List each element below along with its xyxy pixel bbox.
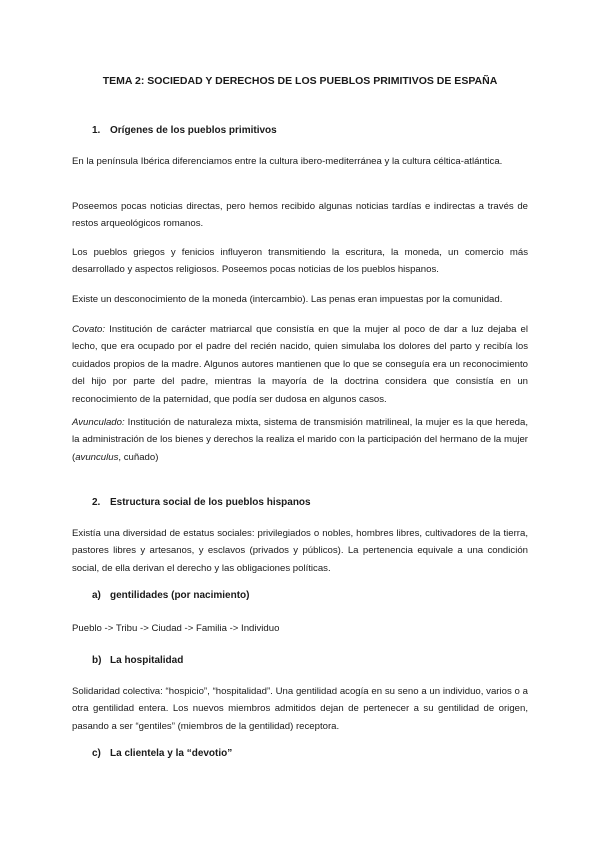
avunculado-term: Avunculado:	[72, 417, 125, 428]
section-1-paragraph-3: Los pueblos griegos y fenicios influyeron transmitiendo la escritura, la moneda, un comercio más desarrollado y aspectos religiosos. Poseemos pocas noticias de los pueblos hispanos.	[72, 247, 528, 276]
covato-paragraph	[72, 321, 528, 408]
section-2-heading	[92, 497, 311, 508]
subsection-a-letter: a)	[92, 590, 101, 601]
subsection-a-title: gentilidades (por nacimiento)	[110, 590, 250, 601]
document-title: TEMA 2: SOCIEDAD Y DERECHOS DE LOS PUEBLOS PRIMITIVOS DE ESPAÑA	[102, 75, 498, 87]
section-1-number: 1.	[92, 125, 101, 136]
subsection-c-title: La clientela y la “devotio”	[110, 748, 233, 759]
avunculado-paragraph	[72, 414, 528, 466]
subsection-c-letter: c)	[92, 748, 101, 759]
section-1-paragraph-1: En la península Ibérica diferenciamos entre la cultura ibero-mediterránea y la cultura céltica-atlántica.	[72, 156, 503, 167]
section-1-paragraph-4: Existe un desconocimiento de la moneda (intercambio). Las penas eran impuestas por la comunidad.	[72, 294, 503, 305]
covato-term: Covato:	[72, 324, 106, 335]
subsection-b-title: La hospitalidad	[110, 655, 184, 666]
avunculado-end: , cuñado)	[118, 451, 159, 463]
subsection-b-letter: b)	[92, 655, 102, 666]
section-2-number: 2.	[92, 497, 101, 508]
hospitalidad-paragraph: Solidaridad colectiva: “hospicio”, “hospitalidad”. Una gentilidad acogía en su seno a un individuo, varios o a otra gentilidad entera. Los nuevos miembros admitidos dejan de pertenecer a su gentilidad de origen, pasando a ser “gentiles” (miembros de la gentilidad) receptora.	[72, 686, 528, 732]
section-2-paragraph-1: Existía una diversidad de estatus sociales: privilegiados o nobles, hombres libres, cultivadores de la tierra, pastores libres y artesanos, y esclavos (privados y públicos). La pertenencia equivale a una condición social, de ella derivan el derecho y las obligaciones políticas.	[72, 528, 528, 574]
section-2-title: Estructura social de los pueblos hispanos	[110, 497, 311, 508]
subsection-a-heading	[92, 590, 249, 601]
gentilidad-chain: Pueblo -> Tribu -> Ciudad -> Familia -> Individuo	[72, 623, 280, 634]
avunculus-term: avunculus	[75, 451, 119, 463]
subsection-c-heading	[92, 748, 232, 759]
avunculado-definition: Institución de naturaleza mixta, sistema de transmisión matrilineal, la mujer es la que hereda, la administración de los bienes y derechos la realiza el marido con la participación del hermano de la mujer (	[72, 417, 528, 463]
section-1-heading	[92, 125, 277, 136]
section-1-title: Orígenes de los pueblos primitivos	[110, 125, 277, 136]
subsection-b-heading	[92, 655, 183, 666]
covato-definition: Institución de carácter matriarcal que consistía en que la mujer al poco de dar a luz dejaba el lecho, que era ocupado por el padre del recién nacido, quien simulaba los dolores del parto y recibía los cuidados propios de la madre. Algunos autores mantienen que lo que se conseguía era un reconocimiento del hijo por parte del padre, mientras la mayoría de la doctrina considera que consistía en un reconocimiento de la paternidad, que podía ser dudosa en algunos casos.	[72, 324, 528, 405]
section-1-paragraph-2: Poseemos pocas noticias directas, pero hemos recibido algunas noticias tardías e indirectas a través de restos arqueológicos romanos.	[72, 201, 528, 230]
